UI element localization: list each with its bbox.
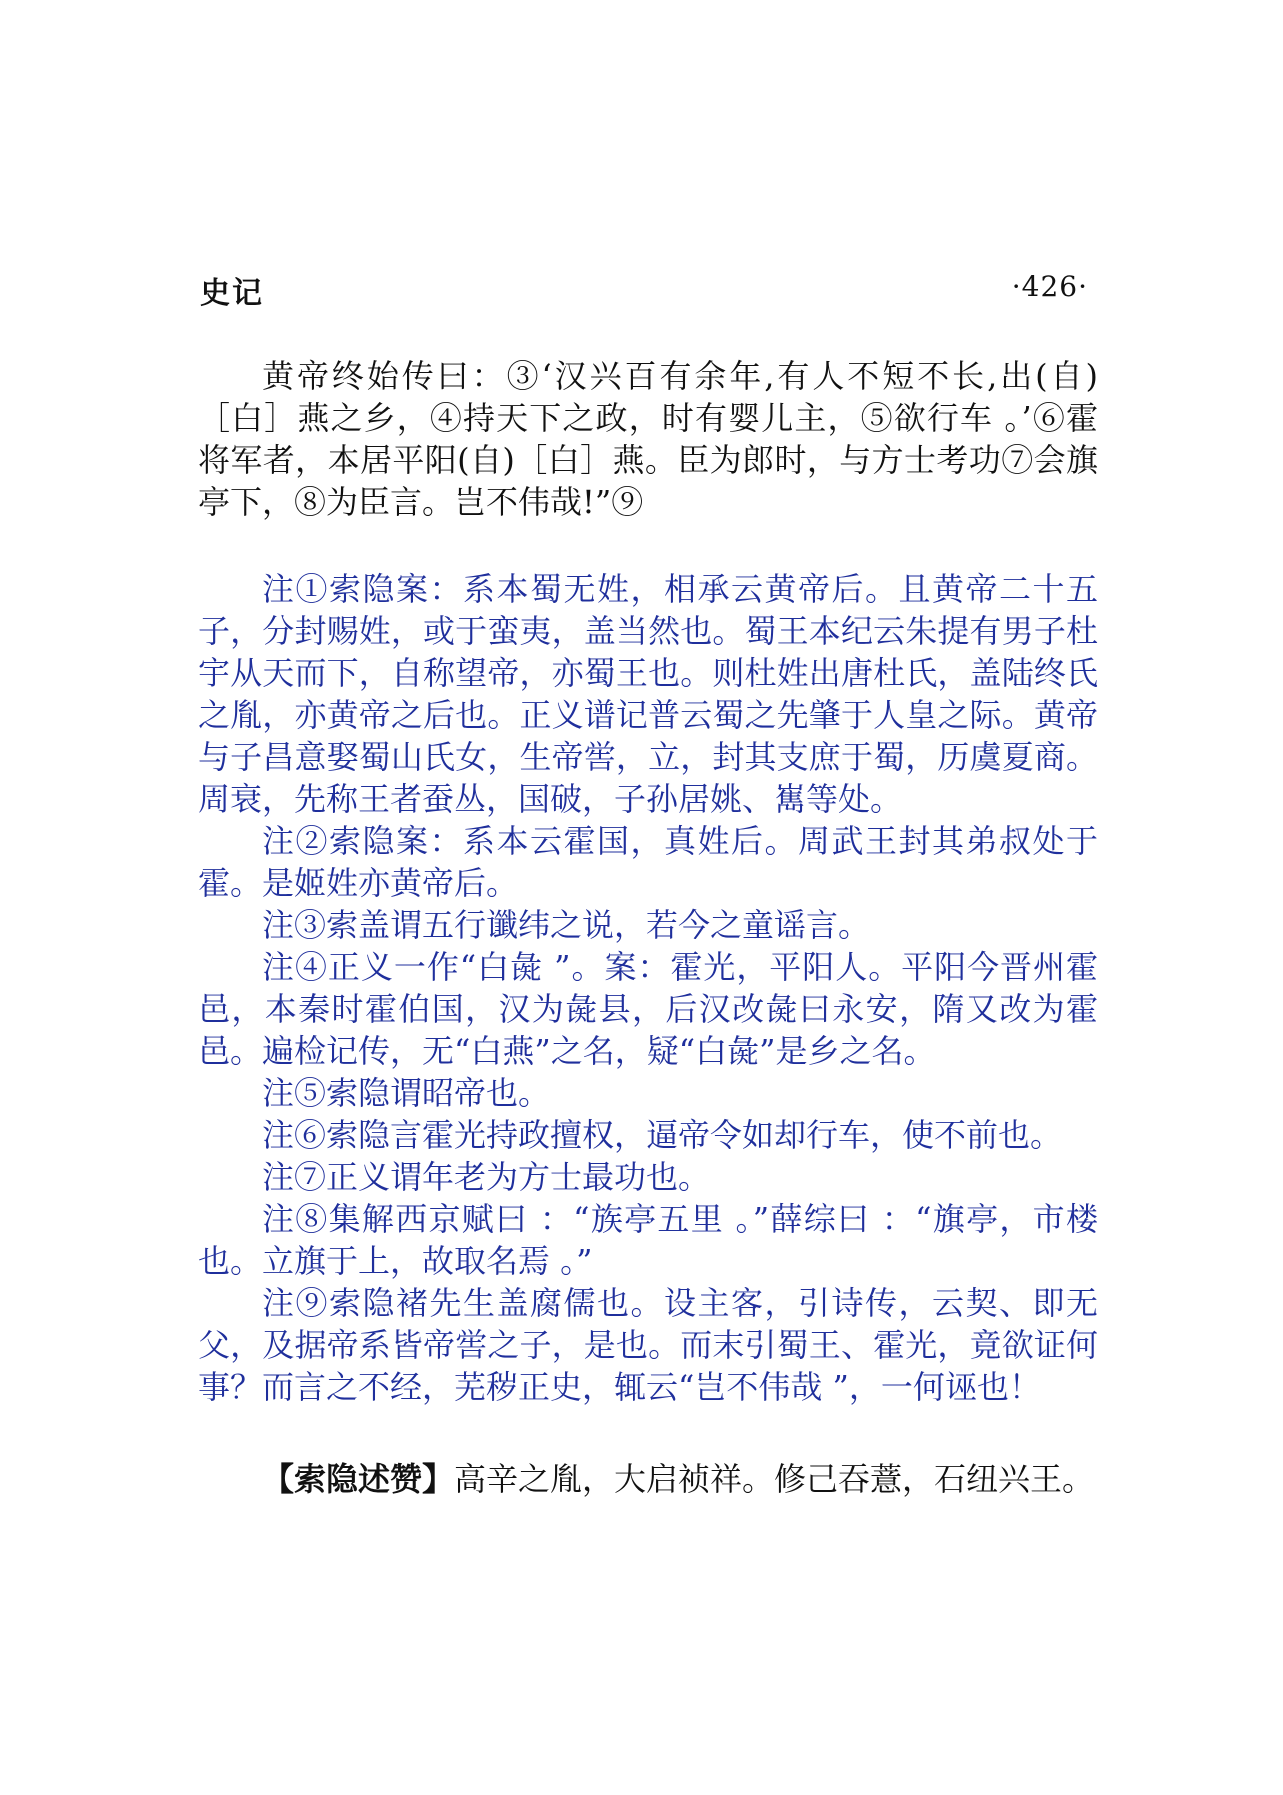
praise-label: 【索隐述赞】 [262, 1460, 455, 1498]
note-9: 注⑨索隐褚先生盖腐儒也。设主客，引诗传，云契、即无父，及据帝系皆帝喾之子，是也。而末引蜀王、霍光，竟欲证何事？而言之不经，芜秽正史，辄云“岂不伟哉 ”，一何诬也！ [198, 1284, 1098, 1406]
note-1: 注①索隐案：系本蜀无姓，相承云黄帝后。且黄帝二十五子，分封赐姓，或于蛮夷，盖当然也。蜀王本纪云朱提有男子杜宇从天而下，自称望帝，亦蜀王也。则杜姓出唐杜氏，盖陆终氏之胤，亦黄帝之后也。正义谱记普云蜀之先肇于人皇之际。黄帝与子昌意娶蜀山氏女，生帝喾，立，封其支庶于蜀，历虞夏商。周衰，先称王者蚕丛，国破，子孙居姚、嶲等处。 [198, 570, 1098, 818]
note-6: 注⑥索隐言霍光持政擅权，逼帝令如却行车，使不前也。 [262, 1116, 1063, 1154]
praise-paragraph [198, 1458, 1118, 1500]
note-2: 注②索隐案：系本云霍国，真姓后。周武王封其弟叔处于霍。是姬姓亦黄帝后。 [198, 822, 1098, 902]
main-text-paragraph: 黄帝终始传曰：③‘汉兴百有余年,有人不短不长,出(自)［白］燕之乡，④持天下之政，时有婴儿主，⑤欲行车 。’⑥霍将军者，本居平阳(自)［白］燕。臣为郎时，与方士考功⑦会旗亭下，⑧为臣言。岂不伟哉!”⑨ [198, 357, 1098, 521]
page-number: ·426· [1011, 270, 1088, 303]
running-head-title: 史记 [200, 276, 264, 311]
note-4: 注④正义一作“白彘 ”。案：霍光，平阳人。平阳今晋州霍邑，本秦时霍伯国，汉为彘县，后汉改彘曰永安，隋又改为霍邑。遍检记传，无“白燕”之名，疑“白彘”是乡之名。 [198, 948, 1098, 1070]
main-text-block [198, 355, 1098, 523]
notes-block [198, 568, 1098, 1408]
note-5: 注⑤索隐谓昭帝也。 [262, 1074, 551, 1112]
note-3: 注③索盖谓五行谶纬之说，若今之童谣言。 [262, 906, 871, 944]
praise-text: 高辛之胤，大启祯祥。修己吞薏，石纽兴王。 [454, 1460, 1095, 1498]
note-8: 注⑧集解西京赋曰 ：“族亭五里 。”薛综曰 ：“旗亭，市楼也。立旗于上，故取名焉 。” [198, 1200, 1098, 1280]
note-7: 注⑦正义谓年老为方士最功也。 [262, 1158, 711, 1196]
